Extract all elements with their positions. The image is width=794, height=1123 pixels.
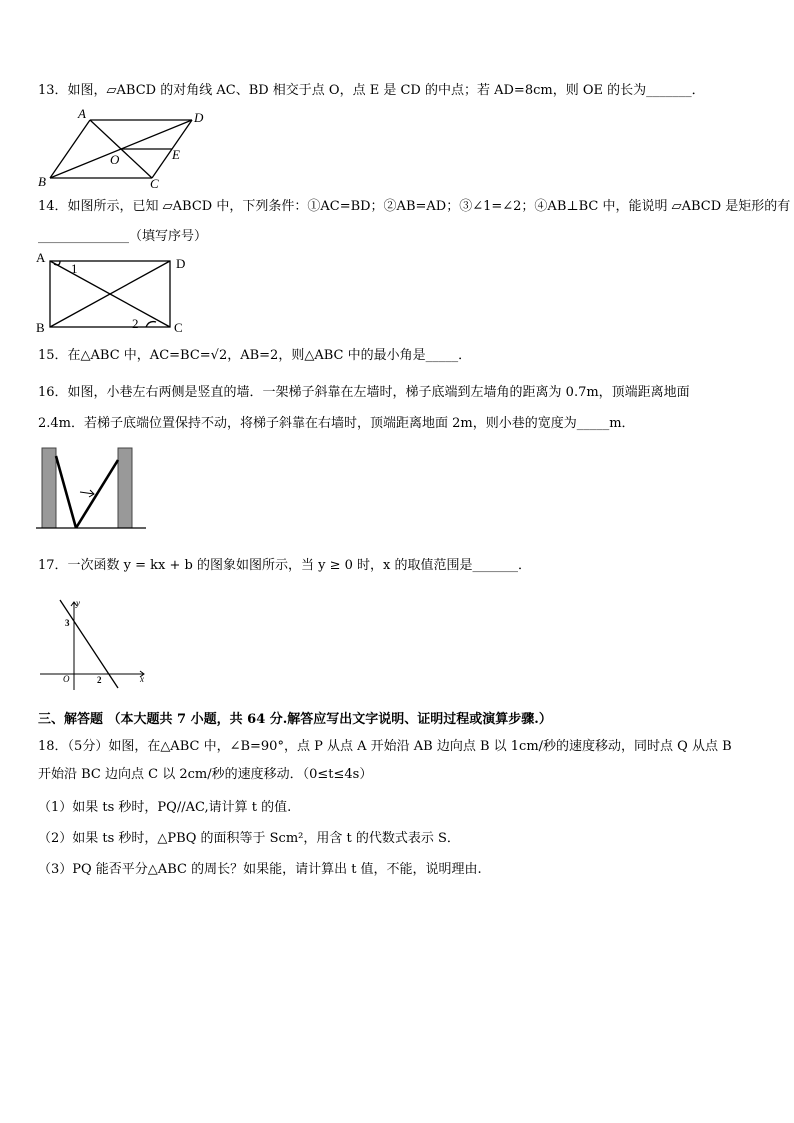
q18-part2: （2）如果 ts 秒时，△PBQ 的面积等于 Scm²，用含 t 的代数式表示 S． <box>38 831 460 846</box>
q13-text: 13．如图，▱ABCD 的对角线 AC、BD 相交于点 O，点 E 是 CD 的中点；若 AD=8cm，则 OE 的长为_______． <box>38 83 705 98</box>
q13-parallelogram-figure <box>34 106 214 190</box>
q13-label-b: B <box>38 174 46 189</box>
q18-part1: （1）如果 ts 秒时，PQ//AC,请计算 t 的值. <box>38 800 292 815</box>
q17-text: 17．一次函数 y = kx + b 的图象如图所示，当 y ≥ 0 时，x 的取值范围是_______． <box>38 558 531 573</box>
q18-line2: 开始沿 BC 边向点 C 以 2cm/秒的速度移动．（0≤t≤4s） <box>38 767 373 782</box>
q14-angle2-arc <box>146 322 156 327</box>
q14-rectangle-figure <box>34 250 194 340</box>
q13-label-c: C <box>150 176 159 190</box>
q14-line1: 14．如图所示，已知 ▱ABCD 中，下列条件：①AC=BD；②AB=AD；③∠1=∠2；④AB⊥BC 中，能说明 ▱ABCD 是矩形的有 <box>38 199 791 214</box>
q17-label-y-intercept: 3 <box>65 618 70 628</box>
q14-label-c: C <box>174 320 183 335</box>
q14-label-angle2: 2 <box>132 316 139 331</box>
q16-ladder-left <box>56 456 76 528</box>
q17-graph-figure <box>36 596 156 692</box>
q13-label-e: E <box>172 147 180 162</box>
q16-alley-figure <box>36 444 150 540</box>
q14-label-angle1: 1 <box>71 261 78 276</box>
q14-svg <box>34 250 194 340</box>
q16-line2: 2.4m．若梯子底端位置保持不动，将梯子斜靠在右墙时，顶端距离地面 2m，则小巷的宽度为_____m． <box>38 416 635 431</box>
q14-label-b: B <box>36 320 45 335</box>
q16-left-wall <box>42 448 56 528</box>
q17-label-x: x <box>140 674 144 684</box>
q14-line2: ______________（填写序号） <box>38 229 208 244</box>
q13-label-o: O <box>110 152 120 167</box>
section3-heading: 三、解答题 （本大题共 7 小题，共 64 分.解答应写出文字说明、证明过程或演算步骤.） <box>38 712 552 727</box>
q16-arrow-icon <box>80 490 94 497</box>
q14-label-d: D <box>176 256 186 271</box>
q16-right-wall <box>118 448 132 528</box>
q16-svg <box>36 444 150 540</box>
q14-label-a: A <box>36 250 46 265</box>
q18-line1: 18．（5分）如图，在△ABC 中，∠B=90°，点 P 从点 A 开始沿 AB 边向点 B 以 1cm/秒的速度移动，同时点 Q 从点 B <box>38 739 732 754</box>
q15-text: 15．在△ABC 中，AC=BC=√2，AB=2，则△ABC 中的最小角是_____． <box>38 348 472 363</box>
q17-label-origin: O <box>63 674 70 684</box>
q17-label-x-intercept: 2 <box>97 675 102 685</box>
q18-part3: （3）PQ 能否平分△ABC 的周长？如果能，请计算出 t 值，不能，说明理由. <box>38 862 482 877</box>
q17-svg <box>36 596 156 692</box>
q16-line1: 16．如图，小巷左右两侧是竖直的墙．一架梯子斜靠在左墙时，梯子底端到左墙角的距离为 0.7m，顶端距离地面 <box>38 385 690 400</box>
q17-label-y: y <box>76 598 80 608</box>
q13-label-a: A <box>78 106 86 121</box>
q13-label-d: D <box>194 110 204 125</box>
q16-ladder-right <box>76 460 118 528</box>
q13-svg <box>34 106 214 190</box>
